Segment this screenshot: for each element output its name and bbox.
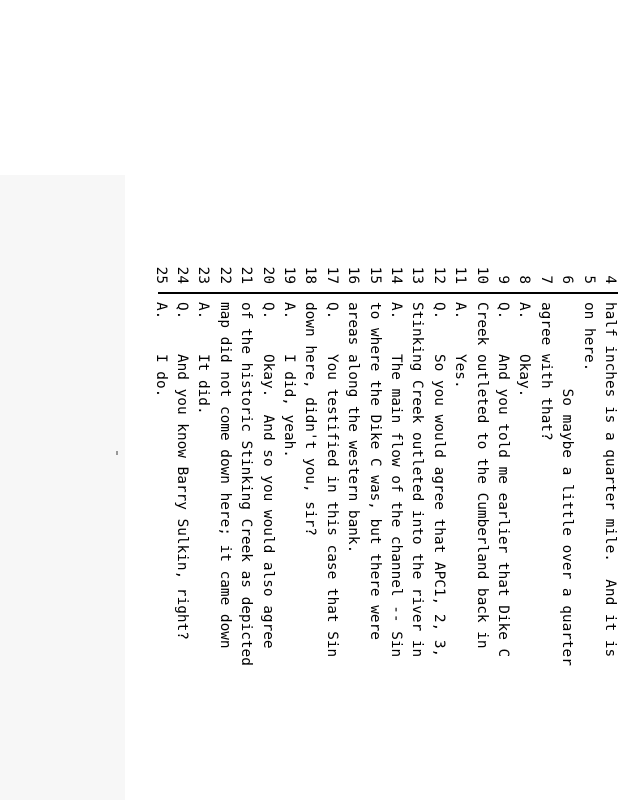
line-text: Stinking Creek outleted into the river in (409, 302, 426, 658)
line-number: 6 (559, 275, 576, 284)
line-number: 24 (174, 266, 190, 284)
line-text: Q. And you know Barry Sulkin, right? (174, 302, 190, 640)
line-number: 10 (473, 266, 490, 284)
line-text: of the historic Stinking Creek as depicted (238, 302, 255, 666)
line-text: A. It did. (195, 302, 212, 415)
line-number: 14 (388, 266, 404, 284)
line-number: 11 (452, 266, 469, 284)
line-text: Q. Okay. And so you would also agree (259, 302, 276, 649)
line-number: 8 (516, 275, 533, 284)
line-text: Q. So you would agree that APC1, 2, 3, (430, 302, 447, 658)
scan-shadow (0, 175, 125, 800)
line-text: A. I do. (152, 302, 169, 398)
line-number: 12 (430, 266, 447, 284)
line-number: 23 (195, 266, 212, 284)
transcript-block (152, 262, 618, 800)
line-text: A. The main flow of the channel -- Sin (388, 302, 404, 658)
line-text: map did not come down here; it came down (216, 302, 233, 649)
line-number: 5 (580, 275, 597, 284)
line-number: 20 (259, 266, 276, 284)
line-text: to where the Dike C was, but there were (366, 302, 383, 640)
line-number: 16 (345, 266, 362, 284)
line-number: 19 (281, 266, 297, 284)
line-text: A. Okay. (516, 302, 533, 398)
line-number: 9 (495, 275, 511, 284)
line-text: Creek outleted to the Cumberland back in (473, 302, 490, 649)
line-number: 18 (302, 266, 319, 284)
line-number: 21 (238, 266, 255, 284)
margin-rule (158, 292, 618, 294)
line-text: half inches is a quarter mile. And it is (602, 302, 618, 658)
line-number: 25 (152, 266, 169, 284)
line-text: agree with that? (537, 302, 554, 441)
line-number: 7 (537, 275, 554, 284)
line-text: Q. You testified in this case that Sin (323, 302, 340, 658)
line-text: on here. (580, 302, 597, 372)
line-text: A. I did, yeah. (281, 302, 297, 458)
line-number: 13 (409, 266, 426, 284)
line-text: A. Yes. (452, 302, 469, 389)
line-text: So maybe a little over a quarter (559, 302, 576, 666)
line-number: 4 (602, 275, 618, 284)
line-number: 17 (323, 266, 340, 284)
scan-speck (116, 451, 118, 455)
line-text: Q. And you told me earlier that Dike C (495, 302, 511, 658)
line-number: 15 (366, 266, 383, 284)
line-text: down here, didn't you, sir? (302, 302, 319, 536)
line-text: areas along the western bank. (345, 302, 362, 554)
line-number: 22 (216, 266, 233, 284)
